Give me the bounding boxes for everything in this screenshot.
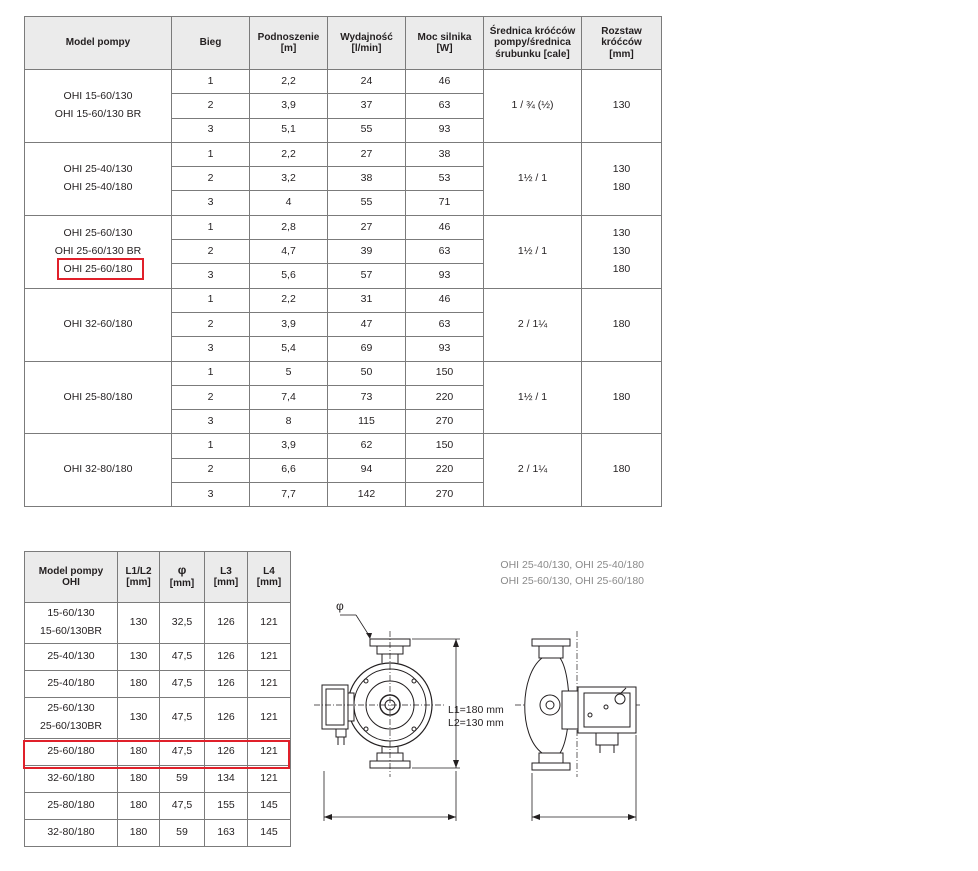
header-speed: Bieg [172,17,250,70]
dim-l3-cell: 126 [205,671,248,698]
flow-cell: 24 [328,70,406,94]
table-row [25,142,662,166]
diameter-cell: 1½ / 1 [484,142,582,215]
head-cell: 2,2 [250,288,328,312]
speed-cell: 2 [172,385,250,409]
dim-l3-cell: 126 [205,698,248,739]
pump-dimensions-table [24,551,291,847]
dim-header-row [25,552,291,603]
phi-leader [340,615,372,639]
dim-header-l1l2: L1/L2 [mm] [118,552,160,603]
flow-cell: 55 [328,118,406,142]
model-cell: OHI 32-60/180 [25,288,172,361]
head-cell: 7,7 [250,483,328,507]
power-cell: 270 [406,410,484,434]
table-row [25,671,291,698]
table-row [25,644,291,671]
model-highlight-box [57,258,144,280]
power-cell: 63 [406,240,484,264]
power-cell: 53 [406,167,484,191]
l2-label: L2=130 mm [448,717,504,729]
dim-l4-cell: 145 [248,820,291,847]
power-cell: 38 [406,142,484,166]
flow-cell: 27 [328,142,406,166]
speed-cell: 1 [172,215,250,239]
model-cell: OHI 32-80/180 [25,434,172,507]
power-cell: 46 [406,215,484,239]
head-cell: 2,2 [250,70,328,94]
header-flow: Wydajność [l/min] [328,17,406,70]
model-cell: OHI 25-80/180 [25,361,172,434]
speed-cell: 3 [172,264,250,288]
spacing-cell: 180 [582,361,662,434]
power-cell: 150 [406,434,484,458]
flow-cell: 50 [328,361,406,385]
head-cell: 3,2 [250,167,328,191]
dim-l1l2-cell: 180 [118,793,160,820]
flow-cell: 94 [328,458,406,482]
flow-cell: 62 [328,434,406,458]
power-cell: 220 [406,458,484,482]
model-cell: OHI 25-60/130 OHI 25-60/130 BR OHI 25-60/180 [25,215,172,288]
speed-cell: 1 [172,142,250,166]
dim-l1l2-cell: 180 [118,671,160,698]
dim-model-cell: 32-60/180 [25,766,118,793]
table-row [25,434,662,458]
phi-label: φ [336,599,344,613]
dim-l3-cell: 126 [205,739,248,766]
speed-cell: 2 [172,94,250,118]
dim-model-cell: 32-80/180 [25,820,118,847]
dim-l3-cell: 163 [205,820,248,847]
speed-cell: 3 [172,483,250,507]
highlighted-model: OHI 25-60/180 [63,262,133,275]
flow-cell: 115 [328,410,406,434]
table-row [25,603,291,644]
dim-header-model: Model pompy OHI [25,552,118,603]
model-cell: OHI 25-40/130 OHI 25-40/180 [25,142,172,215]
dim-l3-cell: 126 [205,644,248,671]
power-cell: 63 [406,94,484,118]
diameter-cell: 1½ / 1 [484,215,582,288]
header-diameter: Średnica króćców pompy/średnica śrubunku [cale] [484,17,582,70]
model-cell: OHI 15-60/130 OHI 15-60/130 BR [25,70,172,143]
flow-cell: 47 [328,312,406,336]
speed-cell: 3 [172,410,250,434]
diameter-cell: 2 / 1¼ [484,434,582,507]
head-cell: 2,8 [250,215,328,239]
flow-cell: 37 [328,94,406,118]
table-header-row [25,17,662,70]
dim-l3-cell: 126 [205,603,248,644]
dim-model-cell: 25-60/180 [25,739,118,766]
flow-cell: 57 [328,264,406,288]
flow-cell: 73 [328,385,406,409]
speed-cell: 2 [172,312,250,336]
flow-cell: 55 [328,191,406,215]
head-cell: 2,2 [250,142,328,166]
dim-header-phi: φ [mm] [160,552,205,603]
header-head: Podnoszenie [m] [250,17,328,70]
diameter-cell: 1 / ¾ (½) [484,70,582,143]
power-cell: 46 [406,288,484,312]
flow-cell: 38 [328,167,406,191]
head-cell: 4 [250,191,328,215]
diameter-cell: 1½ / 1 [484,361,582,434]
table-row [25,793,291,820]
dim-l1l2-cell: 180 [118,820,160,847]
dim-l4-cell: 121 [248,698,291,739]
dim-phi-cell: 32,5 [160,603,205,644]
dim-l4-cell: 121 [248,671,291,698]
spacing-cell: 130 [582,70,662,143]
dim-model-cell: 25-80/180 [25,793,118,820]
head-cell: 5,1 [250,118,328,142]
dim-header-l4: L4 [mm] [248,552,291,603]
speed-cell: 1 [172,70,250,94]
speed-cell: 3 [172,191,250,215]
row-highlight-box [23,740,290,769]
dim-model-cell: 25-40/180 [25,671,118,698]
speed-cell: 1 [172,288,250,312]
dim-l3-cell: 155 [205,793,248,820]
head-cell: 5 [250,361,328,385]
spacing-cell: 130 130 180 [582,215,662,288]
spacing-cell: 180 [582,434,662,507]
dim-model-cell: 15-60/130 15-60/130BR [25,603,118,644]
speed-cell: 1 [172,361,250,385]
front-width-dimension [324,771,456,821]
dim-l1l2-cell: 130 [118,644,160,671]
l1-label: L1=180 mm [448,704,504,716]
dim-phi-cell: 47,5 [160,793,205,820]
head-cell: 3,9 [250,94,328,118]
spacing-cell: 180 [582,288,662,361]
power-cell: 93 [406,118,484,142]
dim-phi-cell: 47,5 [160,739,205,766]
dim-l1l2-cell: 130 [118,603,160,644]
diameter-cell: 2 / 1¼ [484,288,582,361]
power-cell: 71 [406,191,484,215]
head-cell: 5,6 [250,264,328,288]
pump-side-view [525,639,636,770]
table-row [25,70,662,94]
speed-cell: 1 [172,434,250,458]
dim-l1l2-cell: 130 [118,698,160,739]
power-cell: 93 [406,337,484,361]
head-cell: 3,9 [250,312,328,336]
speed-cell: 2 [172,458,250,482]
power-cell: 46 [406,70,484,94]
dim-l1l2-cell: 180 [118,766,160,793]
flow-cell: 31 [328,288,406,312]
head-cell: 4,7 [250,240,328,264]
head-cell: 5,4 [250,337,328,361]
head-cell: 3,9 [250,434,328,458]
speed-cell: 3 [172,118,250,142]
head-cell: 8 [250,410,328,434]
flow-cell: 27 [328,215,406,239]
header-power: Moc silnika [W] [406,17,484,70]
drawing-caption: OHI 25-40/130, OHI 25-40/180 OHI 25-60/130, OHI 25-60/180 [500,559,644,587]
dim-model-cell: 25-40/130 [25,644,118,671]
power-cell: 150 [406,361,484,385]
table-row [25,698,291,739]
power-cell: 270 [406,483,484,507]
dim-phi-cell: 47,5 [160,671,205,698]
speed-cell: 2 [172,240,250,264]
dim-phi-cell: 59 [160,820,205,847]
table-row [25,215,662,239]
table-row [25,361,662,385]
pump-front-view [322,639,432,768]
table-row [25,766,291,793]
dim-l1l2-cell: 180 [118,739,160,766]
power-cell: 93 [406,264,484,288]
pump-technical-drawing [310,595,650,830]
power-cell: 220 [406,385,484,409]
dim-l4-cell: 121 [248,766,291,793]
dim-l4-cell: 145 [248,793,291,820]
dim-l3-cell: 134 [205,766,248,793]
dim-l4-cell: 121 [248,603,291,644]
speed-cell: 3 [172,337,250,361]
dim-phi-cell: 47,5 [160,644,205,671]
header-model: Model pompy [25,17,172,70]
table-row [25,288,662,312]
dim-phi-cell: 59 [160,766,205,793]
head-cell: 6,6 [250,458,328,482]
flow-cell: 69 [328,337,406,361]
power-cell: 63 [406,312,484,336]
spacing-cell: 130 180 [582,142,662,215]
flow-cell: 142 [328,483,406,507]
speed-cell: 2 [172,167,250,191]
dim-header-l3: L3 [mm] [205,552,248,603]
head-cell: 7,4 [250,385,328,409]
dim-phi-cell: 47,5 [160,698,205,739]
table-row [25,820,291,847]
dim-model-cell: 25-60/130 25-60/130BR [25,698,118,739]
dim-l4-cell: 121 [248,739,291,766]
flow-cell: 39 [328,240,406,264]
header-spacing: Rozstaw króćców [mm] [582,17,662,70]
dim-l4-cell: 121 [248,644,291,671]
